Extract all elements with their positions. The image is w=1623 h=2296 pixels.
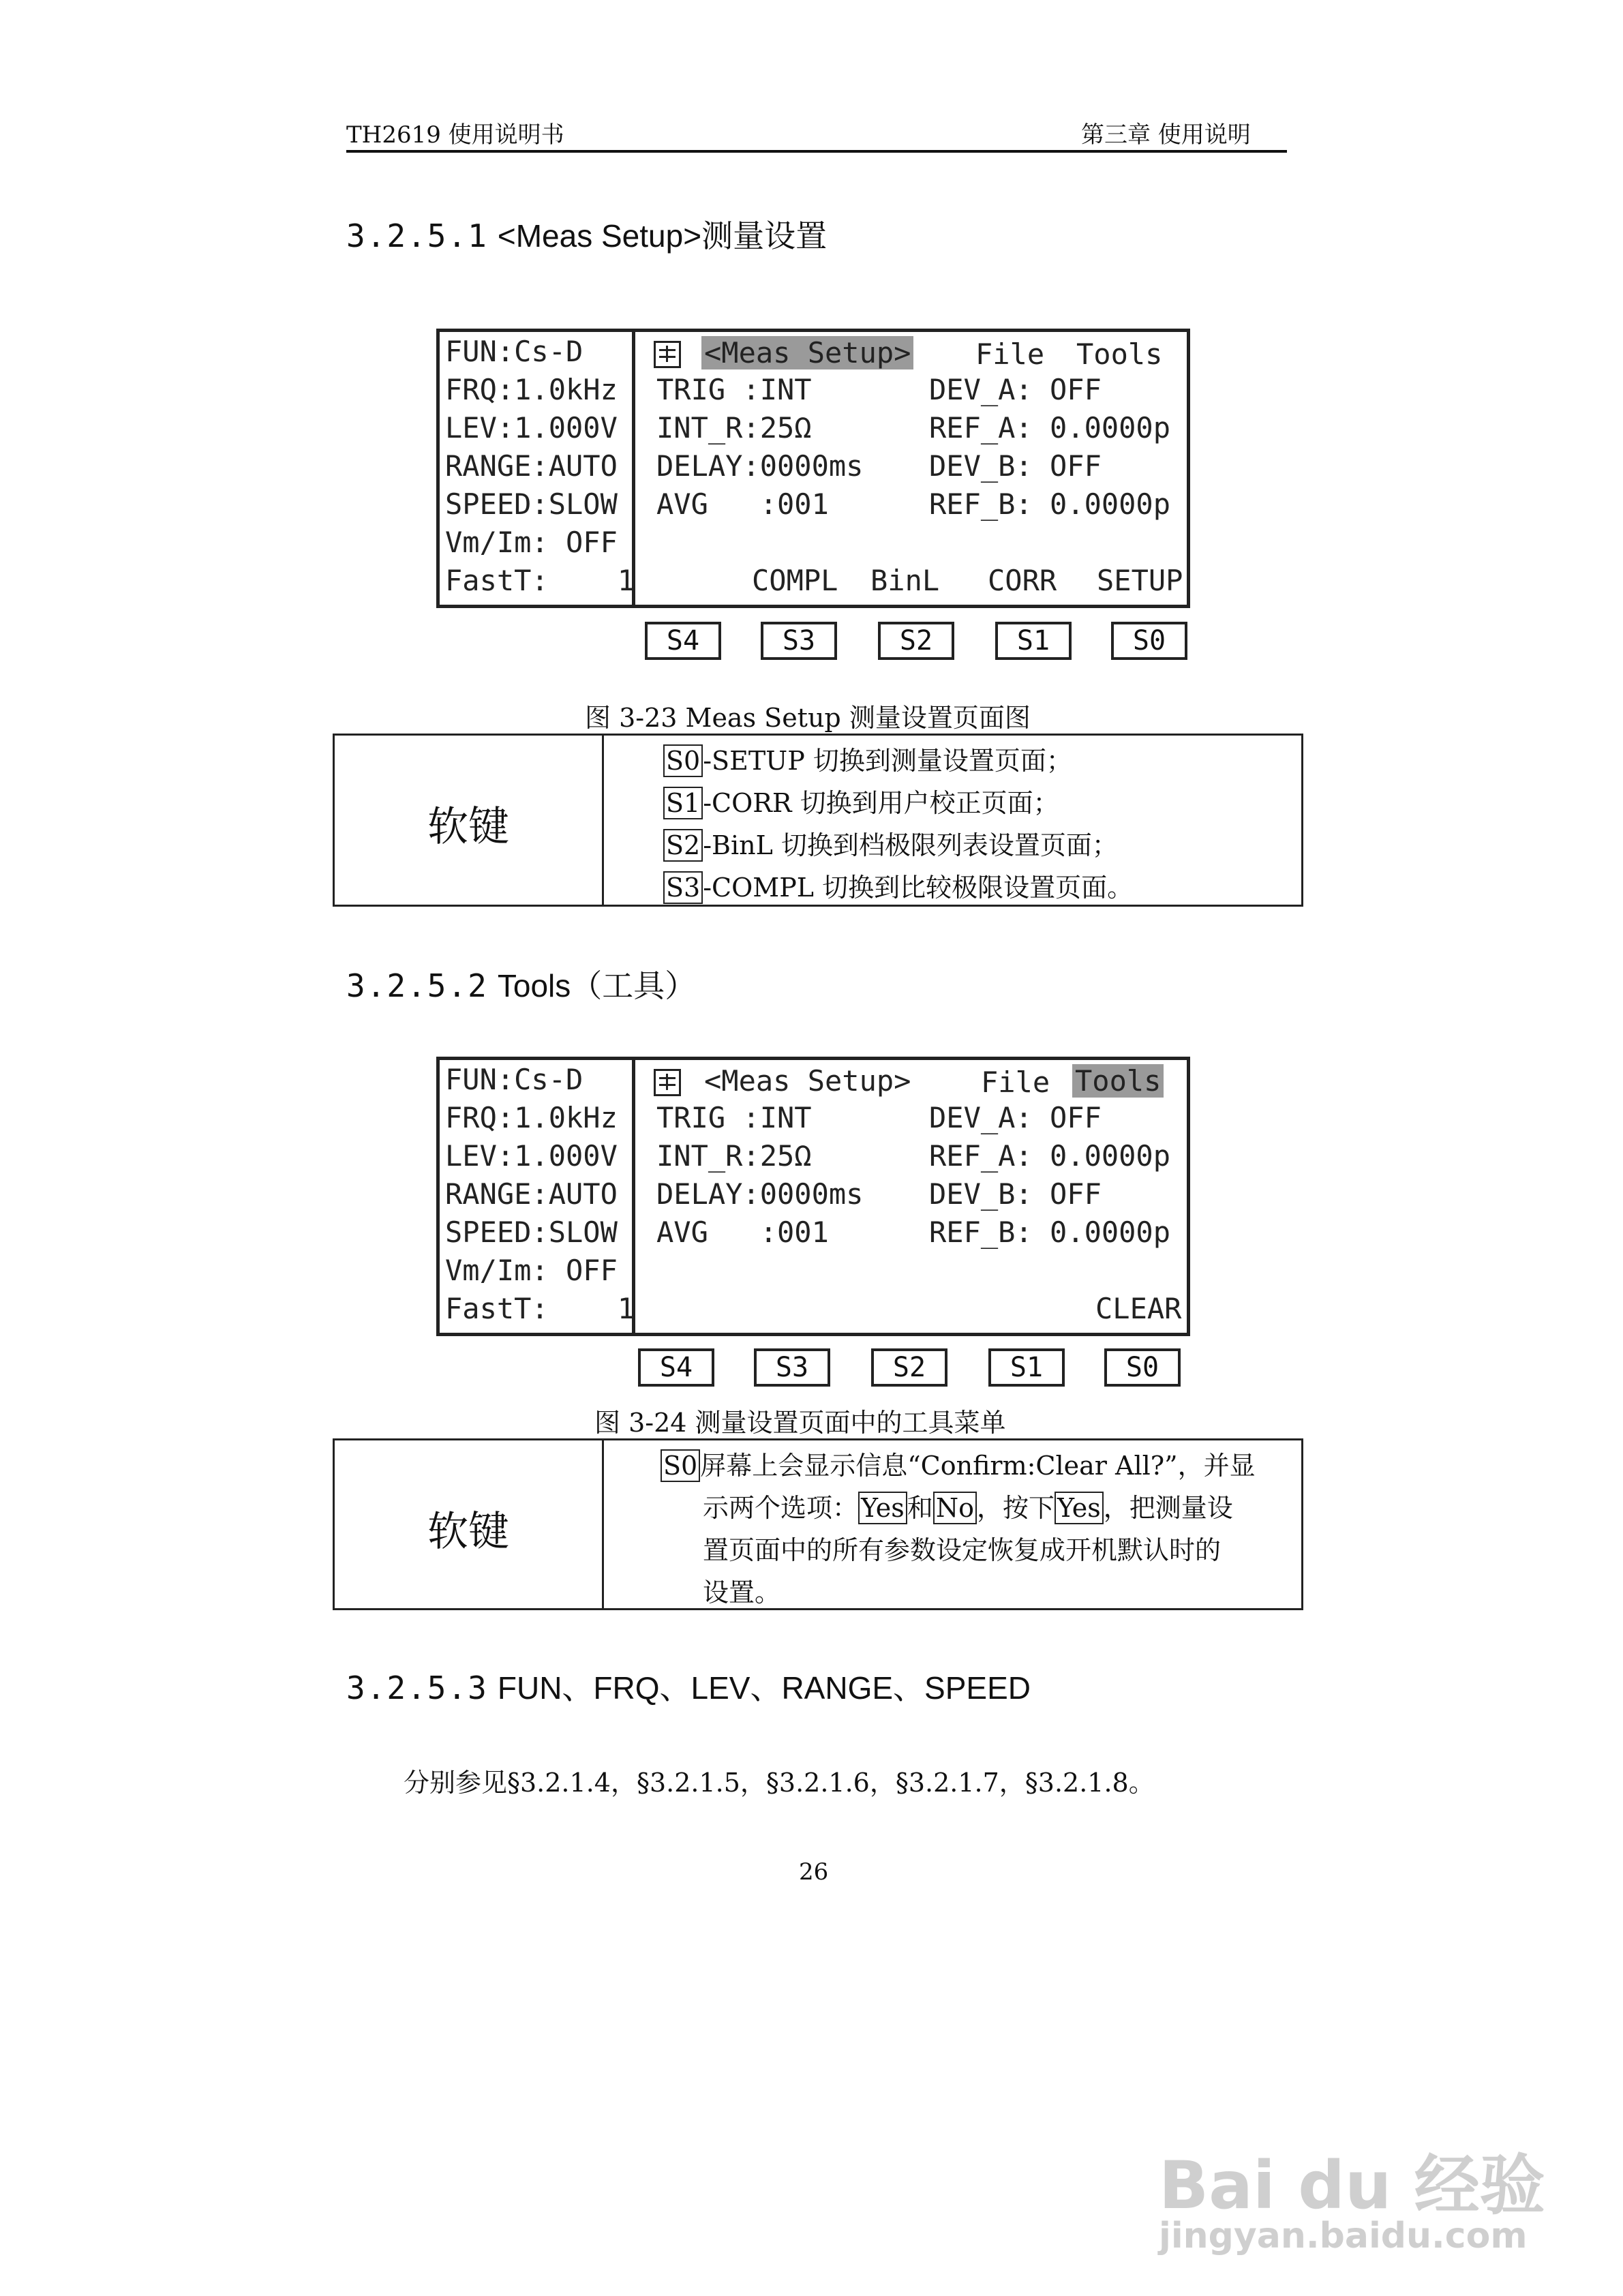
figure-caption-3-24: 图 3-24 测量设置页面中的工具菜单 — [594, 1408, 1006, 1438]
section-number: 3.2.5.3 — [346, 1670, 488, 1706]
param-avg[interactable]: AVG :001 — [656, 487, 829, 521]
menu-title-meas-setup[interactable]: <Meas Setup> — [704, 1064, 911, 1098]
line-text: -SETUP 切换到测量设置页面； — [703, 746, 1072, 776]
page-number: 26 — [799, 1858, 829, 1886]
key-box: S1 — [663, 787, 703, 819]
watermark-url: jingyan.baidu.com — [1159, 2216, 1528, 2256]
softlabel-compl[interactable]: COMPL — [752, 564, 838, 597]
section-heading-tools — [346, 961, 696, 1006]
table-line — [663, 824, 1118, 862]
param-dev-a[interactable]: DEV_A: OFF — [929, 373, 1102, 406]
key-box: S0 — [663, 744, 703, 777]
table-line: 设置。 — [703, 1577, 781, 1607]
param-dev-b[interactable]: DEV_B: OFF — [929, 449, 1102, 483]
menu-title-meas-setup[interactable]: <Meas Setup> — [701, 336, 913, 369]
key-box: S3 — [663, 871, 703, 904]
lcd-left-item: FRQ:1.0kHz — [445, 1101, 618, 1134]
table-line — [661, 1445, 1256, 1482]
param-delay[interactable]: DELAY:0000ms — [656, 449, 864, 483]
softlabel-clear[interactable]: CLEAR — [1095, 1292, 1182, 1325]
param-trig[interactable]: TRIG :INT — [656, 373, 812, 406]
section-number: 3.2.5.2 — [346, 967, 488, 1004]
param-ref-a[interactable]: REF_A: 0.0000p — [929, 411, 1171, 444]
body-paragraph: 分别参见§3.2.1.4，§3.2.1.5，§3.2.1.6，§3.2.1.7，§3.2.1.8。 — [404, 1768, 1155, 1798]
key-box: S0 — [661, 1449, 700, 1482]
menu-icon — [654, 339, 681, 372]
section-heading-meas-setup — [346, 211, 827, 256]
softkey-s2[interactable]: S2 — [878, 622, 954, 660]
param-trig[interactable]: TRIG :INT — [656, 1101, 812, 1134]
softkey-s1[interactable]: S1 — [995, 622, 1072, 660]
table-line — [663, 782, 1059, 819]
lcd-screen-tools — [436, 1057, 1190, 1336]
line-text: 屏幕上会显示信息“Confirm:Clear All?”，并显 — [700, 1451, 1256, 1481]
section-title: <Meas Setup>测量设置 — [497, 218, 828, 254]
lcd-left-item: LEV:1.000V — [445, 1139, 618, 1173]
table-divider — [602, 736, 604, 905]
line-text: -CORR 切换到用户校正页面； — [703, 788, 1059, 818]
softkey-s0[interactable]: S0 — [1111, 622, 1187, 660]
lcd-screen-meas-setup — [436, 329, 1190, 608]
key-box: S2 — [663, 829, 703, 862]
lcd-left-item: FUN:Cs-D — [445, 335, 583, 368]
section-number: 3.2.5.1 — [346, 217, 488, 254]
table-label: 软键 — [427, 1508, 509, 1556]
lcd-left-item: FastT: 1 — [445, 564, 635, 597]
lcd-left-panel — [440, 1060, 635, 1333]
no-box: No — [933, 1492, 977, 1524]
param-dev-b[interactable]: DEV_B: OFF — [929, 1177, 1102, 1211]
table-line — [663, 866, 1133, 904]
lcd-left-item: FRQ:1.0kHz — [445, 373, 618, 406]
softkey-table-2 — [333, 1438, 1303, 1610]
table-label: 软键 — [427, 803, 509, 851]
lcd-left-item: FUN:Cs-D — [445, 1063, 583, 1096]
figure-caption-3-23: 图 3-23 Meas Setup 测量设置页面图 — [585, 703, 1031, 733]
line-text: ，把测量设 — [1103, 1493, 1233, 1523]
line-text: 示两个选项： — [703, 1493, 859, 1523]
param-ref-a[interactable]: REF_A: 0.0000p — [929, 1139, 1171, 1173]
softkey-s3[interactable]: S3 — [754, 1348, 830, 1387]
table-line — [663, 740, 1072, 777]
param-dev-a[interactable]: DEV_A: OFF — [929, 1101, 1102, 1134]
lcd-left-panel — [440, 332, 635, 605]
softkey-s4[interactable]: S4 — [638, 1348, 714, 1387]
softkey-table-1 — [333, 734, 1303, 907]
lcd-left-item: LEV:1.000V — [445, 411, 618, 444]
table-line — [703, 1487, 1233, 1524]
softkey-s2[interactable]: S2 — [871, 1348, 947, 1387]
softkey-s3[interactable]: S3 — [761, 622, 837, 660]
section-title: FUN、FRQ、LEV、RANGE、SPEED — [497, 1670, 1031, 1706]
watermark-logo: Bai du 经验 — [1159, 2147, 1545, 2224]
param-ref-b[interactable]: REF_B: 0.0000p — [929, 487, 1171, 521]
lcd-left-item: SPEED:SLOW — [445, 1215, 618, 1249]
line-text: 和 — [907, 1493, 933, 1523]
param-avg[interactable]: AVG :001 — [656, 1215, 829, 1249]
softkey-s0[interactable]: S0 — [1104, 1348, 1181, 1387]
param-int-r[interactable]: INT_R:25Ω — [656, 1139, 812, 1173]
param-delay[interactable]: DELAY:0000ms — [656, 1177, 864, 1211]
section-title: Tools（工具） — [497, 968, 697, 1003]
softkey-s4[interactable]: S4 — [645, 622, 721, 660]
menu-icon — [654, 1067, 681, 1100]
yes-box: Yes — [1055, 1492, 1104, 1524]
softlabel-corr[interactable]: CORR — [988, 564, 1057, 597]
param-int-r[interactable]: INT_R:25Ω — [656, 411, 812, 444]
softlabel-setup[interactable]: SETUP — [1097, 564, 1183, 597]
softlabel-binl[interactable]: BinL — [870, 564, 940, 597]
line-text: -COMPL 切换到比较极限设置页面。 — [703, 873, 1134, 903]
lcd-left-item: Vm/Im: OFF — [445, 1254, 618, 1287]
lcd-left-item: SPEED:SLOW — [445, 487, 618, 521]
lcd-left-item: RANGE:AUTO — [445, 449, 618, 483]
yes-box: Yes — [858, 1492, 907, 1524]
line-text: -BinL 切换到档极限列表设置页面； — [703, 830, 1118, 860]
section-heading-fun-frq — [346, 1663, 1031, 1708]
lcd-left-item: RANGE:AUTO — [445, 1177, 618, 1211]
menu-file[interactable]: File — [975, 337, 1045, 371]
lcd-left-item: Vm/Im: OFF — [445, 526, 618, 559]
menu-file[interactable]: File — [981, 1066, 1050, 1099]
table-divider — [602, 1440, 604, 1608]
softkey-s1[interactable]: S1 — [988, 1348, 1065, 1387]
menu-tools[interactable]: Tools — [1072, 1064, 1164, 1098]
header-right: 第三章 使用说明 — [1081, 121, 1251, 149]
header-left: TH2619 使用说明书 — [346, 121, 564, 149]
header-rule — [346, 150, 1287, 153]
lcd-left-item: FastT: 1 — [445, 1292, 635, 1325]
table-line: 置页面中的所有参数设定恢复成开机默认时的 — [703, 1535, 1222, 1565]
param-ref-b[interactable]: REF_B: 0.0000p — [929, 1215, 1171, 1249]
menu-tools[interactable]: Tools — [1076, 337, 1163, 371]
line-text: ，按下 — [976, 1493, 1055, 1523]
